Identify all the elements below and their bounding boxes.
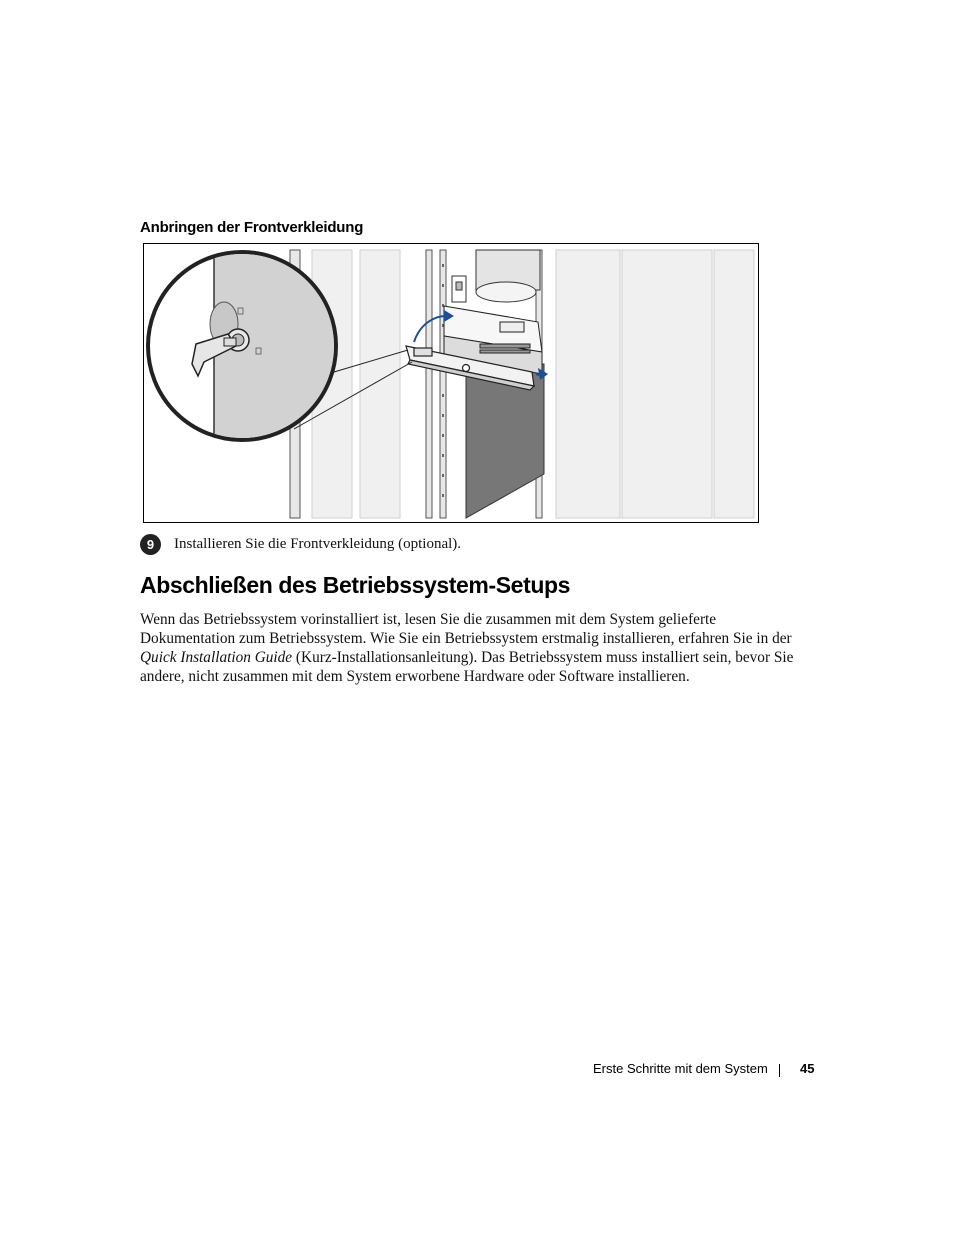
step-item xyxy=(140,533,461,555)
paragraph-text-part1: Wenn das Betriebssystem vorinstalliert ist, lesen Sie die zusammen mit dem System gelieferte Dokumentation zum Betriebssystem. Wie Sie ein Betriebssystem erstmalig installieren, erfahren Sie in der xyxy=(140,611,792,647)
figure-title: Anbringen der Frontverkleidung xyxy=(140,219,364,236)
section-heading: Abschließen des Betriebssystem-Setups xyxy=(140,572,571,598)
paragraph-text-part2: (Kurz-Installationsanleitung). Das Betriebssystem muss installiert sein, bevor Sie andere, nicht zusammen mit dem System erworbene Hardware oder Software installieren. xyxy=(140,649,794,685)
footer-chapter-title: Erste Schritte mit dem System xyxy=(593,1061,768,1076)
step-number-badge: 9 xyxy=(140,534,161,555)
footer-separator xyxy=(779,1064,780,1077)
step-text: Installieren Sie die Frontverkleidung (optional). xyxy=(174,535,462,552)
section-paragraph xyxy=(140,610,810,686)
footer-page-number: 45 xyxy=(800,1061,815,1076)
bezel-installation-illustration xyxy=(143,243,759,523)
paragraph-italic-title: Quick Installation Guide xyxy=(140,649,293,666)
rack-top-equipment xyxy=(452,250,540,302)
